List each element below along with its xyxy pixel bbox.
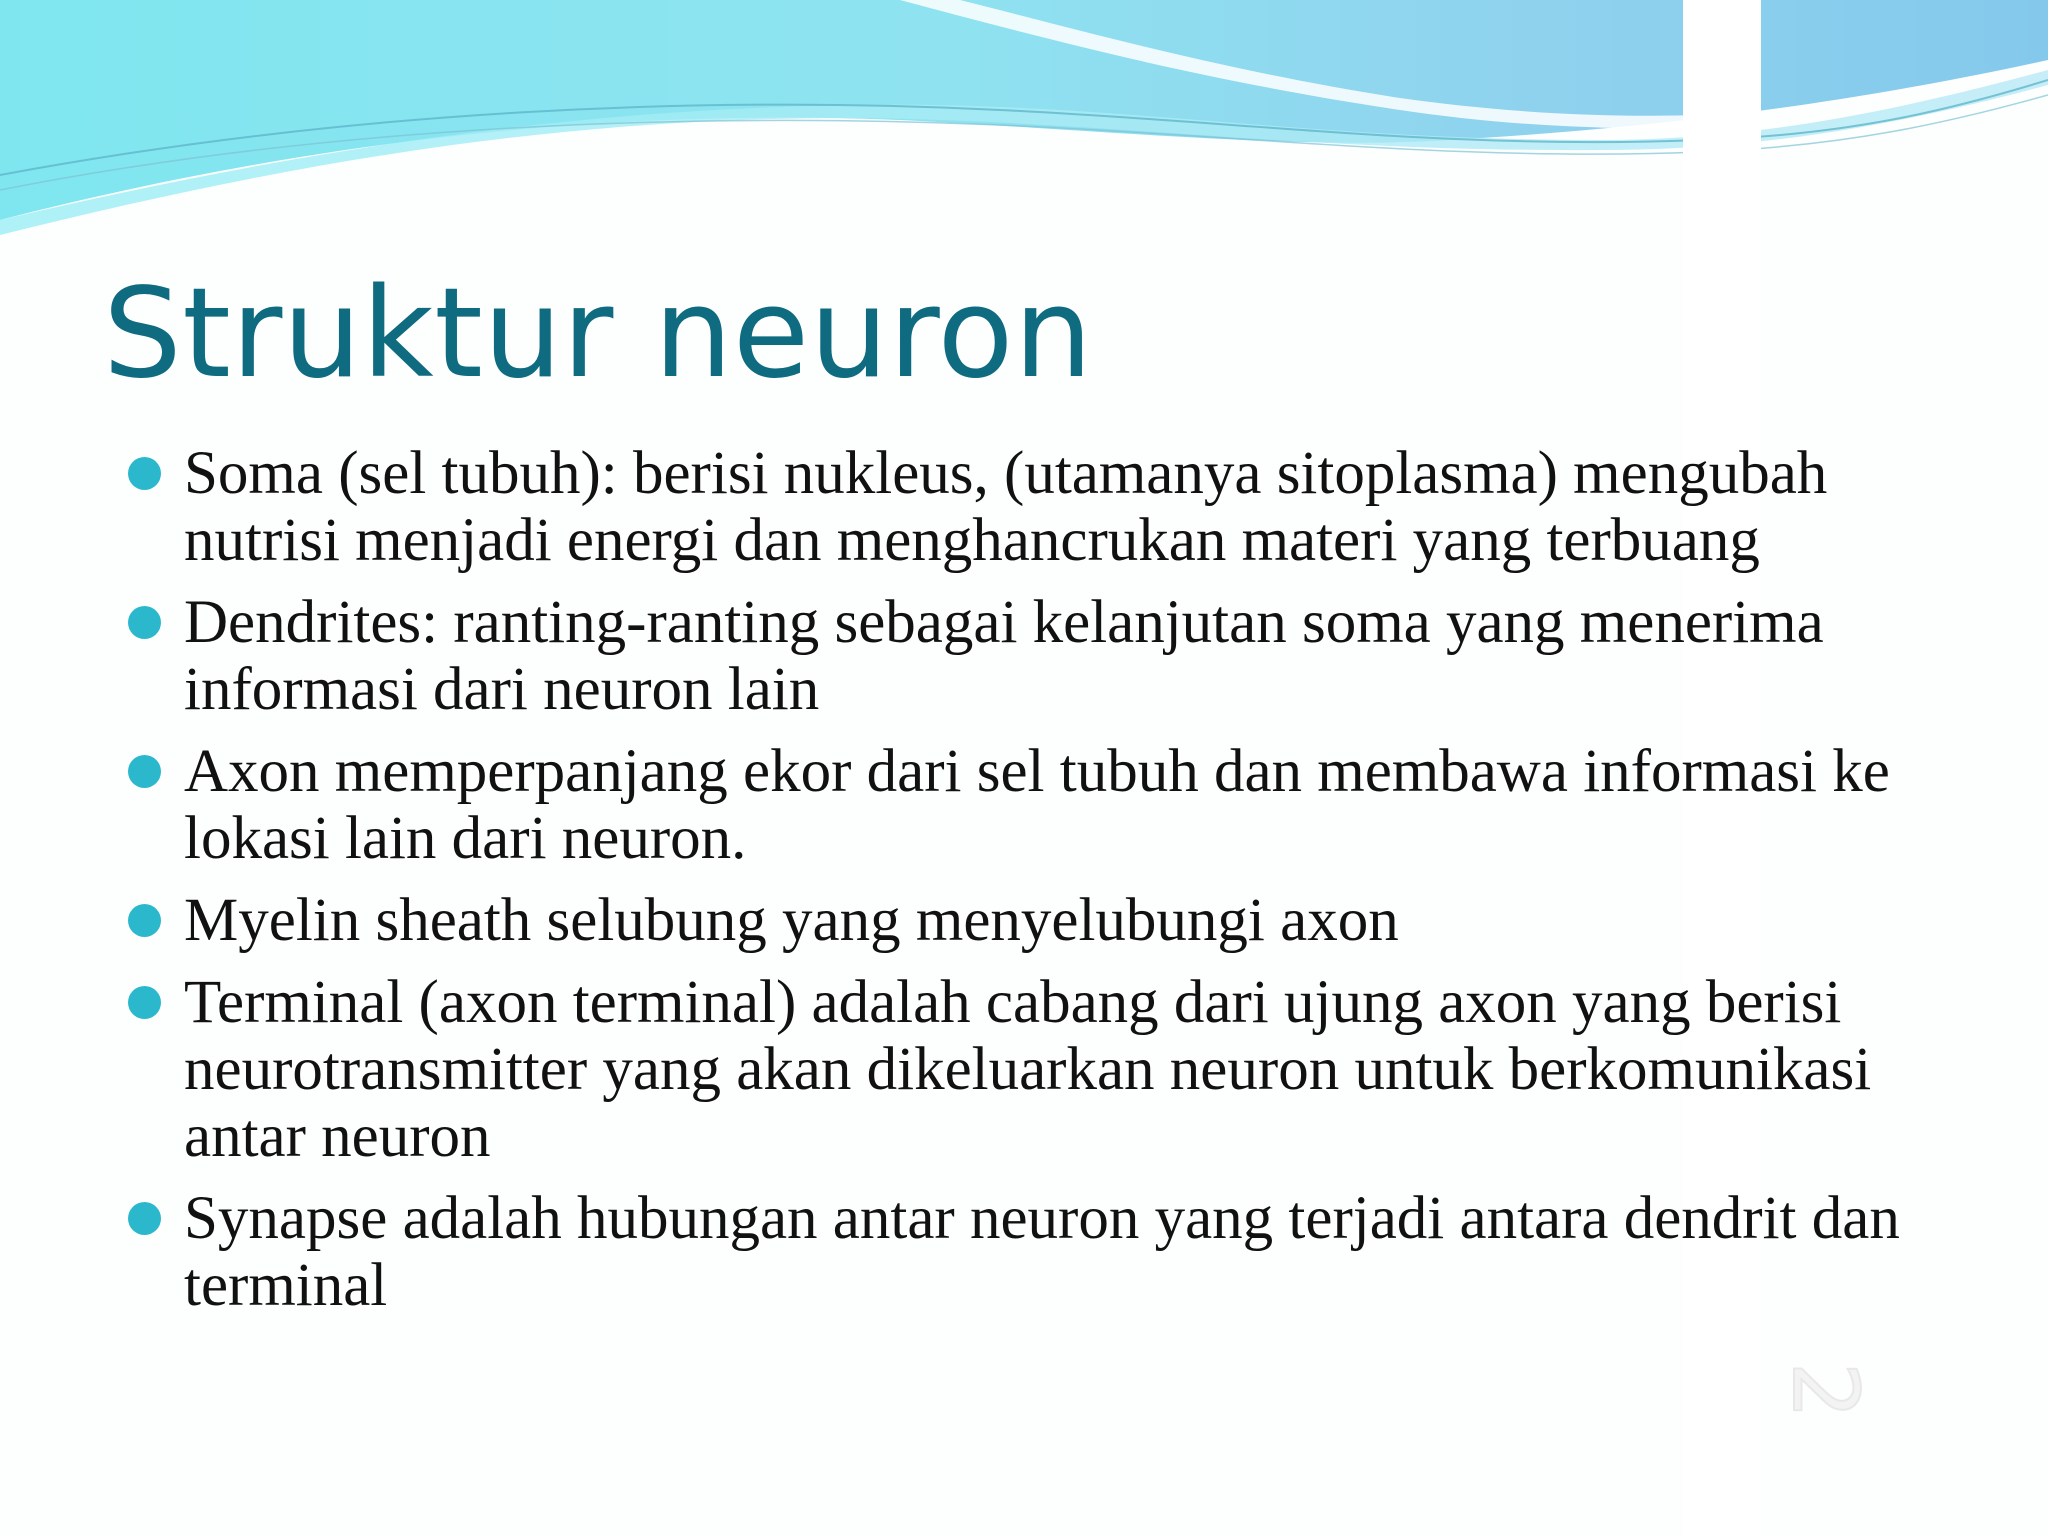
bullet-item	[184, 738, 1904, 872]
bullet-dot-icon	[128, 986, 161, 1019]
bullet-text: Soma (sel tubuh): berisi nukleus, (utamanya sitoplasma) mengubah nutrisi menjadi energi dan menghancrukan materi yang terbuang	[184, 440, 1828, 574]
bullet-dot-icon	[128, 457, 161, 490]
bullet-text: Synapse adalah hubungan antar neuron yang terjadi antara dendrit dan terminal	[184, 1185, 1900, 1319]
bullet-dot-icon	[128, 1202, 161, 1235]
bullet-text: Dendrites: ranting-ranting sebagai kelanjutan soma yang menerima informasi dari neuron lain	[184, 589, 1824, 723]
bullet-dot-icon	[128, 755, 161, 788]
bullet-dot-icon	[128, 904, 161, 937]
bullet-dot-icon	[128, 606, 161, 639]
bullet-text: Myelin sheath selubung yang menyelubungi axon	[184, 887, 1399, 954]
bullet-list	[184, 440, 1904, 1334]
slide-number: 2	[1772, 1361, 1878, 1419]
bullet-item	[184, 887, 1904, 954]
bullet-item	[184, 969, 1904, 1170]
slide-title: Struktur neuron	[103, 262, 1093, 406]
bullet-item	[184, 589, 1904, 723]
bullet-item	[184, 1185, 1904, 1319]
bullet-text: Axon memperpanjang ekor dari sel tubuh dan membawa informasi ke lokasi lain dari neuron.	[184, 738, 1890, 872]
bullet-text: Terminal (axon terminal) adalah cabang dari ujung axon yang berisi neurotransmitter yang akan dikeluarkan neuron untuk berkomunikasi antar neuron	[184, 969, 1872, 1170]
bullet-item	[184, 440, 1904, 574]
